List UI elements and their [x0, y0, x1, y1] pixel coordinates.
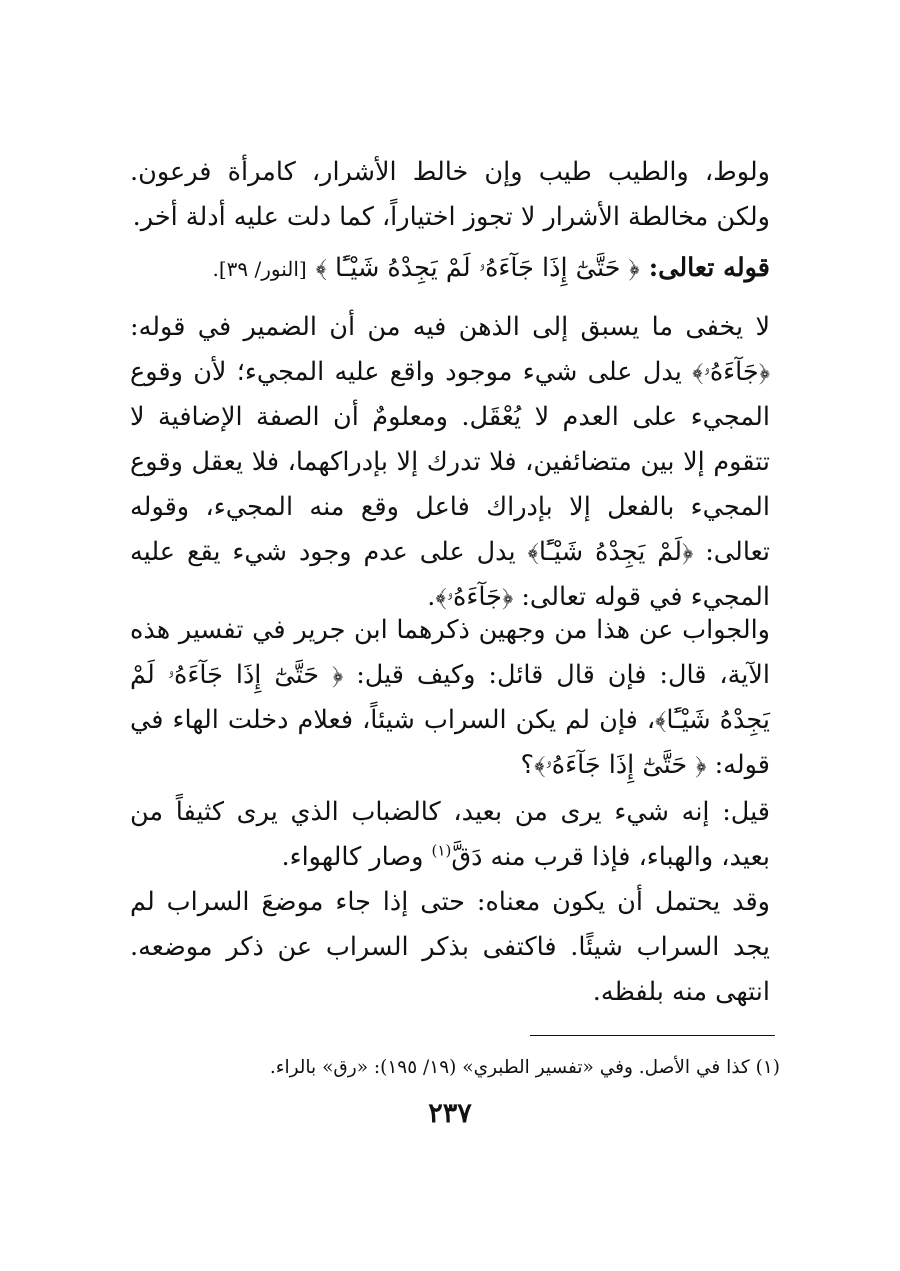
paragraph-answer-text: والجواب عن هذا من وجهين ذكرهما ابن جرير في تفسير هذه الآية، قال: فإن قال قائل: وكيف قيل: ﴿ حَتَّىٰٓ إِذَا جَآءَهُۥ لَمْ يَجِدْهُ شَيْـًٔا﴾، فإن لم يكن السراب شيئاً، فعلام دخلت الهاء في قوله: ﴿ حَتَّىٰٓ إِذَا جَآءَهُۥ﴾؟ [130, 615, 770, 780]
paragraph-question-text: لا يخفى ما يسبق إلى الذهن فيه من أن الضمير في قوله: ﴿جَآءَهُۥ﴾ يدل على شيء موجود واقع عليه المجيء؛ لأن وقوع المجيء على العدم لا يُعْقَل. ومعلومٌ أن الصفة الإضافية لا تتقوم إلا بين متضائفين، فلا تدرك إلا بإدراكهما، فلا يعقل وقوع المجيء بالفعل إلا بإدراك فاعل وقع منه المجيء، وقوله تعالى: ﴿لَمْ يَجِدْهُ شَيْـًٔا﴾ يدل على عدم وجود شيء يقع عليه المجيء في قوله تعالى: ﴿جَآءَهُۥ﴾. [130, 312, 770, 612]
paragraph-intro-text: ولوط، والطيب طيب وإن خالط الأشرار، كامرأة فرعون. ولكن مخالطة الأشرار لا تجوز اختياراً، كما دلت عليه أدلة أخر. [130, 157, 770, 232]
paragraph-reply [130, 790, 770, 880]
page-number: ٢٣٧ [428, 1098, 472, 1129]
verse-heading-quote: ﴿ حَتَّىٰٓ إِذَا جَآءَهُۥ لَمْ يَجِدْهُ شَيْـًٔا ﴾ [315, 253, 640, 283]
verse-heading-label: قوله تعالى: [648, 253, 770, 283]
verse-heading [130, 246, 770, 292]
footnote-divider [530, 1035, 775, 1036]
paragraph-reply-text-end: وصار كالهواء. [281, 842, 432, 872]
paragraph-intro [130, 150, 770, 240]
paragraph-question [130, 305, 770, 620]
verse-heading-reference: [النور/ ٣٩]. [212, 257, 307, 281]
paragraph-alternative [130, 880, 770, 1015]
paragraph-answer [130, 608, 770, 788]
paragraph-reply-text: قيل: إنه شيء يرى من بعيد، كالضباب الذي يرى كثيفاً من بعيد، والهباء، فإذا قرب منه دَقَّ [130, 797, 770, 872]
paragraph-alternative-text: وقد يحتمل أن يكون معناه: حتى إذا جاء موضعَ السراب لم يجد السراب شيئًا. فاكتفى بذكر السراب عن ذكر موضعه. انتهى منه بلفظه. [130, 887, 770, 1007]
footnote-marker: (١) [431, 841, 452, 860]
footnote: (١) كذا في الأصل. وفي «تفسير الطبري» (١٩/ ١٩٥): «رق» بالراء. [269, 1057, 780, 1078]
